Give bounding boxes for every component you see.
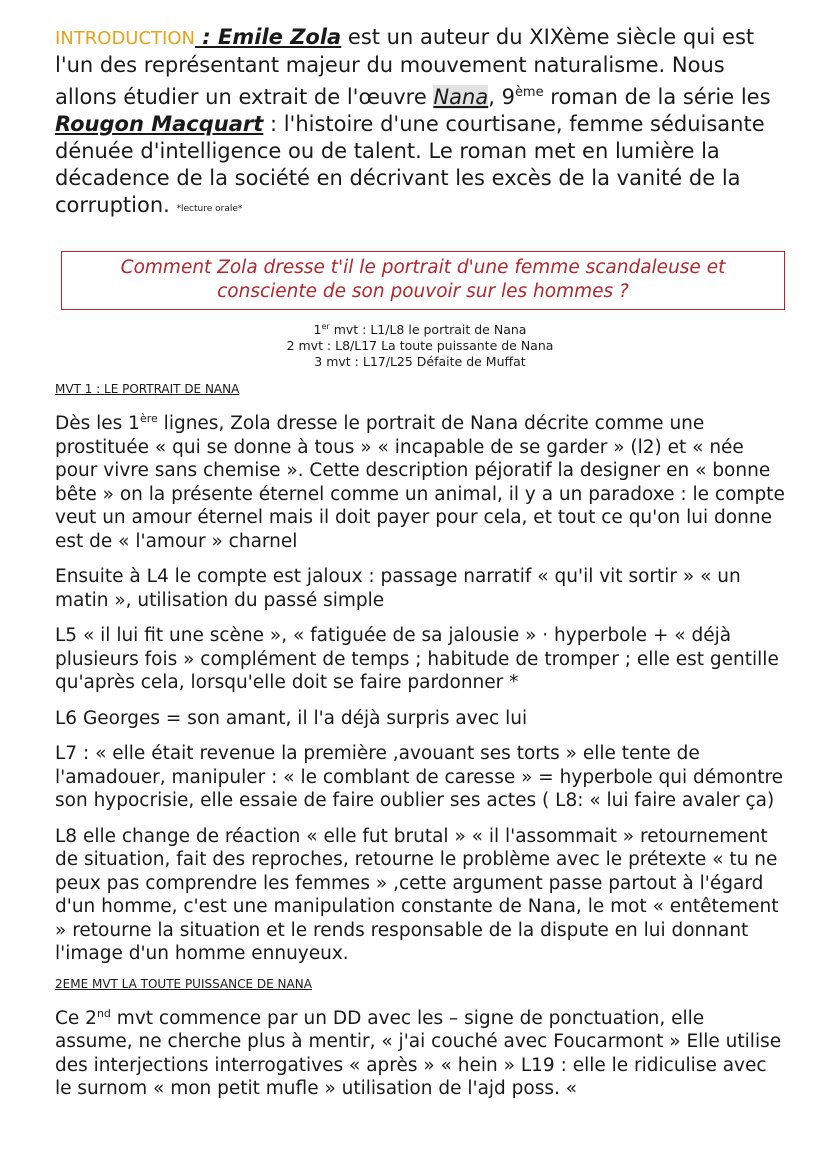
mvt2-p1-start: Ce 2 — [55, 1007, 97, 1029]
mvt1-paragraph-5: L7 : « elle était revenue la première ,avouant ses torts » elle tente de l'amadouer, manipuler : « le comblant de caresse » = hyperbole qui démontre son hypocrisie, elle essaie de faire oublier ses actes ( L8: « lui faire avaler ça) — [55, 743, 784, 812]
mvt1-paragraph-6: L8 elle change de réaction « elle fut brutal » « il l'assommait » retournement de situation, fait des reproches, retourne le problème avec le prétexte « tu ne peux pas comprendre les femmes » ,cette argument passe partout à l'égard d'un homme, c'est une manipulation constante de Nana, le mot « entêtement » retourne la situation et le rends responsable de la dispute en lui donnant l'image d'un homme ennuyeux. — [55, 825, 779, 965]
mvt2-title: 2EME MVT LA TOUTE PUISSANCE DE NANA — [55, 976, 312, 991]
problematic-box: Comment Zola dresse t'il le portrait d'une femme scandaleuse et consciente de son pouvoir sur les hommes ? — [61, 251, 785, 310]
reading-note: *lecture orale* — [176, 204, 243, 214]
mvt1-p1-sup: ère — [139, 412, 158, 426]
introduction-colon: : — [194, 25, 219, 49]
introduction-label: INTRODUCTION — [55, 28, 195, 49]
author-name: Emile Zola — [218, 25, 342, 49]
plan-line-1 — [55, 319, 785, 338]
intro-text-2: , 9 — [488, 85, 515, 109]
mvt1-p1-rest: lignes, Zola dresse le portrait de Nana décrite comme une prostituée « qui se donne à tous » « incapable de se garder » (l2) et « née pour vivre sans chemise ». Cette description péjoratif la designer en « bonne bête » on la présente éternel comme un animal, il y a un paradoxe : le compte veut un amour éternel mais il doit payer pour cela, et tout ce qu'on lui donne est de « l'amour » charnel — [55, 413, 785, 552]
mvt2-p1-sup: nd — [96, 1006, 111, 1020]
intro-superscript: ème — [514, 85, 544, 100]
mvt1-title: MVT 1 : LE PORTRAIT DE NANA — [55, 382, 240, 397]
plan-line-1-number: 1 — [313, 322, 322, 338]
plan-line-3: 3 mvt : L17/L25 Défaite de Muffat — [314, 354, 526, 370]
document-page — [55, 24, 785, 1101]
mvt1-paragraph-3: L5 « il lui fit une scène », « fatiguée de sa jalousie » · hyperbole + « déjà plusieurs fois » complément de temps ; habitude de tromper ; elle est gentille qu'après cela, lorsqu'elle doit se faire pardonner * — [55, 625, 779, 694]
intro-text-4: : l'histoire d'une courtisane, femme séduisante dénuée d'intelligence ou de talent. Le roman met en lumière la décadence de la société en décrivant les excès de la vanité de la corruption. — [55, 112, 765, 217]
series-title: Rougon Macquart — [55, 112, 264, 136]
work-title: Nana — [433, 85, 489, 109]
mvt2-paragraph-1 — [55, 1002, 785, 1101]
introduction-paragraph — [55, 24, 785, 223]
mvt2-p1-rest: mvt commence par un DD avec les – signe de ponctuation, elle assume, ne cherche plus à mentir, « j'ai couché avec Foucarmont » Elle utilise des interjections interrogatives « après » « hein » L19 : elle le ridiculise avec le surnom « mon petit mufle » utilisation de l'ajd poss. « — [55, 1007, 782, 1100]
intro-text-1: est un auteur du XIXème siècle qui est l'un des représentant majeur du mouvement naturalisme. Nous allons étudier un extrait de l'œuvre — [55, 25, 755, 109]
plan-line-2: 2 mvt : L8/L17 La toute puissante de Nana — [286, 338, 554, 354]
mvt1-paragraph-1 — [55, 407, 785, 553]
mvt1-p1-start: Dès les 1 — [55, 413, 140, 435]
plan-line-1-sup: er — [321, 322, 330, 331]
plan-line-1-text: mvt : L1/L8 le portrait de Nana — [329, 322, 527, 338]
mvt1-paragraph-2: Ensuite à L4 le compte est jaloux : passage narratif « qu'il vit sortir » « un matin », utilisation du passé simple — [55, 566, 741, 611]
intro-text-3: roman de la série les — [543, 85, 771, 109]
study-plan — [55, 319, 785, 370]
mvt1-paragraph-4: L6 Georges = son amant, il l'a déjà surpris avec lui — [55, 707, 528, 729]
